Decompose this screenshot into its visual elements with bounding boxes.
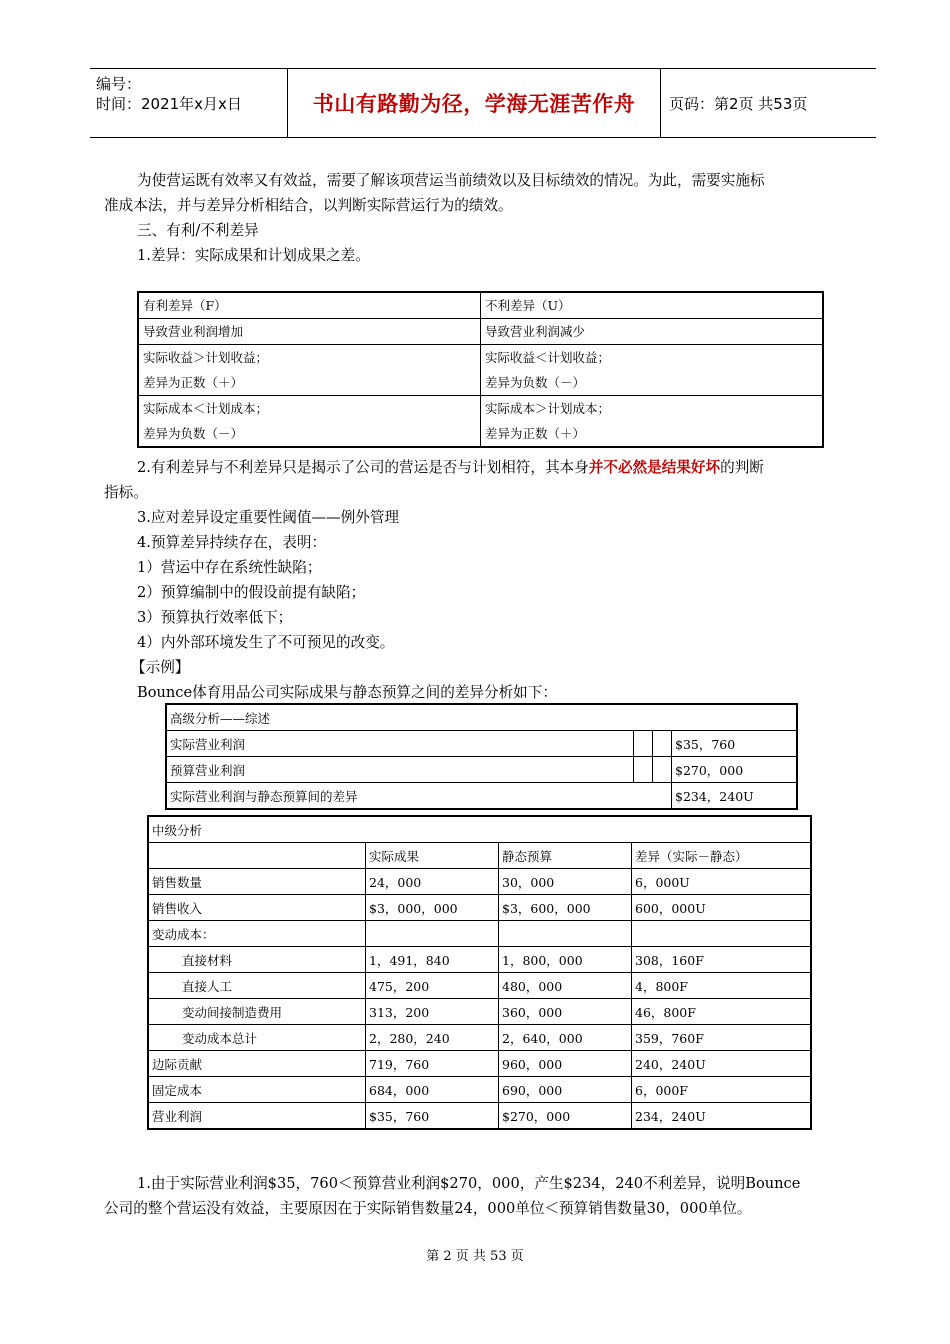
point-2-text-a: 2.有利差异与不利差异只是揭示了公司的营运是否与计划相符，其本身 — [137, 459, 589, 476]
table-cell — [499, 921, 632, 947]
column-header — [148, 843, 366, 869]
page-footer: 第 2 页 共 53 页 — [426, 1249, 524, 1264]
table-cell: 4，800F — [632, 973, 812, 999]
table-cell: 30，000 — [499, 869, 632, 895]
table-cell: 360，000 — [499, 999, 632, 1025]
table-cell: 46，800F — [632, 999, 812, 1025]
table-cell: 边际贡献 — [148, 1051, 366, 1077]
point-4: 4.预算差异持续存在，表明： — [137, 534, 327, 551]
table-row — [148, 947, 811, 973]
table-cell: 600，000U — [632, 895, 812, 921]
table-cell: 6，000U — [632, 869, 812, 895]
table-cell — [138, 345, 481, 396]
table-cell: 变动成本总计 — [148, 1025, 366, 1051]
table-cell: 480，000 — [499, 973, 632, 999]
header-page-cell — [661, 69, 875, 137]
sub-point-1: 1）营运中存在系统性缺陷； — [137, 559, 322, 576]
detail-analysis-table — [147, 815, 812, 1130]
table-cell: 240，240U — [632, 1051, 812, 1077]
table-cell: $270，000 — [672, 757, 798, 783]
table-cell — [634, 731, 653, 757]
header-meta-cell — [90, 69, 288, 137]
conclusion-line-1: 1.由于实际营业利润$35，760＜预算营业利润$270，000，产生$234，240不利差异，说明Bounce — [137, 1175, 801, 1192]
point-2 — [137, 455, 764, 480]
table-cell: $270，000 — [499, 1103, 632, 1130]
table-row — [138, 396, 823, 448]
table-row — [148, 1051, 811, 1077]
table-cell — [481, 396, 824, 448]
table-cell: 2，280，240 — [366, 1025, 499, 1051]
intro-line-2: 准成本法，并与差异分析相结合，以判断实际营运行为的绩效。 — [104, 197, 513, 214]
table-cell: $3，600，000 — [499, 895, 632, 921]
table-cell: $35，760 — [366, 1103, 499, 1130]
table-header-row — [148, 843, 811, 869]
column-header: 差异（实际－静态） — [632, 843, 812, 869]
table-cell: 684，000 — [366, 1077, 499, 1103]
table-row — [148, 921, 811, 947]
cell-line: 差异为正数（＋） — [143, 375, 244, 390]
table-cell: 不利差异（U） — [481, 292, 824, 319]
table-cell — [138, 396, 481, 448]
table-row — [138, 319, 823, 345]
table-row — [148, 999, 811, 1025]
table-row — [166, 757, 797, 783]
table-cell: 导致营业利润增加 — [138, 319, 481, 345]
table-row — [148, 973, 811, 999]
intro-line-1: 为使营运既有效率又有效益，需要了解该项营运当前绩效以及目标绩效的情况。为此，需要实施标 — [137, 172, 765, 189]
example-intro: Bounce体育用品公司实际成果与静态预算之间的差异分析如下： — [137, 684, 557, 701]
table-cell: 359，760F — [632, 1025, 812, 1051]
table-cell: 导致营业利润减少 — [481, 319, 824, 345]
table-row — [148, 816, 811, 843]
table-row — [166, 704, 797, 731]
table-cell: 313，200 — [366, 999, 499, 1025]
table-cell: 销售数量 — [148, 869, 366, 895]
table-cell: $3，000，000 — [366, 895, 499, 921]
table-cell: 变动成本： — [148, 921, 366, 947]
table-cell — [481, 345, 824, 396]
table-cell — [632, 921, 812, 947]
summary-table — [165, 703, 798, 810]
variance-definition: 1.差异：实际成果和计划成果之差。 — [137, 247, 370, 264]
table-cell: 6，000F — [632, 1077, 812, 1103]
sub-point-2: 2）预算编制中的假设前提有缺陷； — [137, 584, 366, 601]
table-cell: 719，760 — [366, 1051, 499, 1077]
table-title: 高级分析——综述 — [166, 704, 797, 731]
table-title: 中级分析 — [148, 816, 811, 843]
cell-line: 实际收益＞计划收益； — [143, 350, 269, 365]
table-cell: 营业利润 — [148, 1103, 366, 1130]
point-3: 3.应对差异设定重要性阈值——例外管理 — [137, 509, 400, 526]
table-cell: 销售收入 — [148, 895, 366, 921]
section-heading: 三、有利/不利差异 — [137, 222, 259, 239]
table-cell: 固定成本 — [148, 1077, 366, 1103]
table-row — [166, 731, 797, 757]
table-row — [148, 895, 811, 921]
table-cell — [366, 921, 499, 947]
cell-line: 实际成本＞计划成本； — [485, 401, 611, 416]
column-header: 实际成果 — [366, 843, 499, 869]
variance-comparison-table — [137, 291, 824, 448]
time-label: 时间：2021年x月x日 — [96, 95, 242, 113]
cell-line: 差异为正数（＋） — [485, 426, 586, 441]
point-2-highlight: 并不必然是结果好坏 — [588, 459, 721, 476]
table-cell: 690，000 — [499, 1077, 632, 1103]
table-cell: 变动间接制造费用 — [148, 999, 366, 1025]
table-cell: 实际营业利润与静态预算间的差异 — [166, 783, 672, 810]
table-row — [148, 1025, 811, 1051]
point-2-continued: 指标。 — [104, 484, 148, 501]
table-row — [148, 1077, 811, 1103]
table-cell: 直接人工 — [148, 973, 366, 999]
table-cell: 预算营业利润 — [166, 757, 634, 783]
table-row — [138, 292, 823, 319]
sub-point-3: 3）预算执行效率低下； — [137, 609, 293, 626]
table-cell — [653, 731, 672, 757]
table-cell: 1，800，000 — [499, 947, 632, 973]
page-header — [90, 68, 876, 138]
table-cell: 实际营业利润 — [166, 731, 634, 757]
table-row — [148, 869, 811, 895]
cell-line: 差异为负数（－） — [485, 375, 586, 390]
table-cell: 2，640，000 — [499, 1025, 632, 1051]
table-cell: 475，200 — [366, 973, 499, 999]
table-cell: 直接材料 — [148, 947, 366, 973]
table-cell: $234，240U — [672, 783, 798, 810]
table-row — [166, 783, 797, 810]
cell-line: 差异为负数（－） — [143, 426, 244, 441]
column-header: 静态预算 — [499, 843, 632, 869]
table-row — [148, 1103, 811, 1130]
table-cell: 1，491，840 — [366, 947, 499, 973]
table-cell: 960，000 — [499, 1051, 632, 1077]
example-heading: 【示例】 — [131, 659, 190, 676]
page-label: 页码：第2页 共53页 — [669, 94, 808, 113]
table-cell — [653, 757, 672, 783]
conclusion-line-2: 公司的整个营运没有效益，主要原因在于实际销售数量24，000单位＜预算销售数量30，000单位。 — [104, 1200, 752, 1217]
table-row — [138, 345, 823, 396]
code-label: 编号： — [96, 75, 142, 93]
table-cell: 234，240U — [632, 1103, 812, 1130]
table-cell: 24，000 — [366, 869, 499, 895]
table-cell: 308，160F — [632, 947, 812, 973]
table-cell — [634, 757, 653, 783]
sub-point-4: 4）内外部环境发生了不可预见的改变。 — [137, 634, 395, 651]
point-2-text-b: 的判断 — [720, 459, 764, 476]
cell-line: 实际收益＜计划收益； — [485, 350, 611, 365]
cell-line: 实际成本＜计划成本； — [143, 401, 269, 416]
motto: 书山有路勤为径，学海无涯苦作舟 — [312, 92, 636, 116]
table-cell: 有利差异（F） — [138, 292, 481, 319]
header-motto-cell — [288, 69, 661, 137]
table-cell: $35，760 — [672, 731, 798, 757]
